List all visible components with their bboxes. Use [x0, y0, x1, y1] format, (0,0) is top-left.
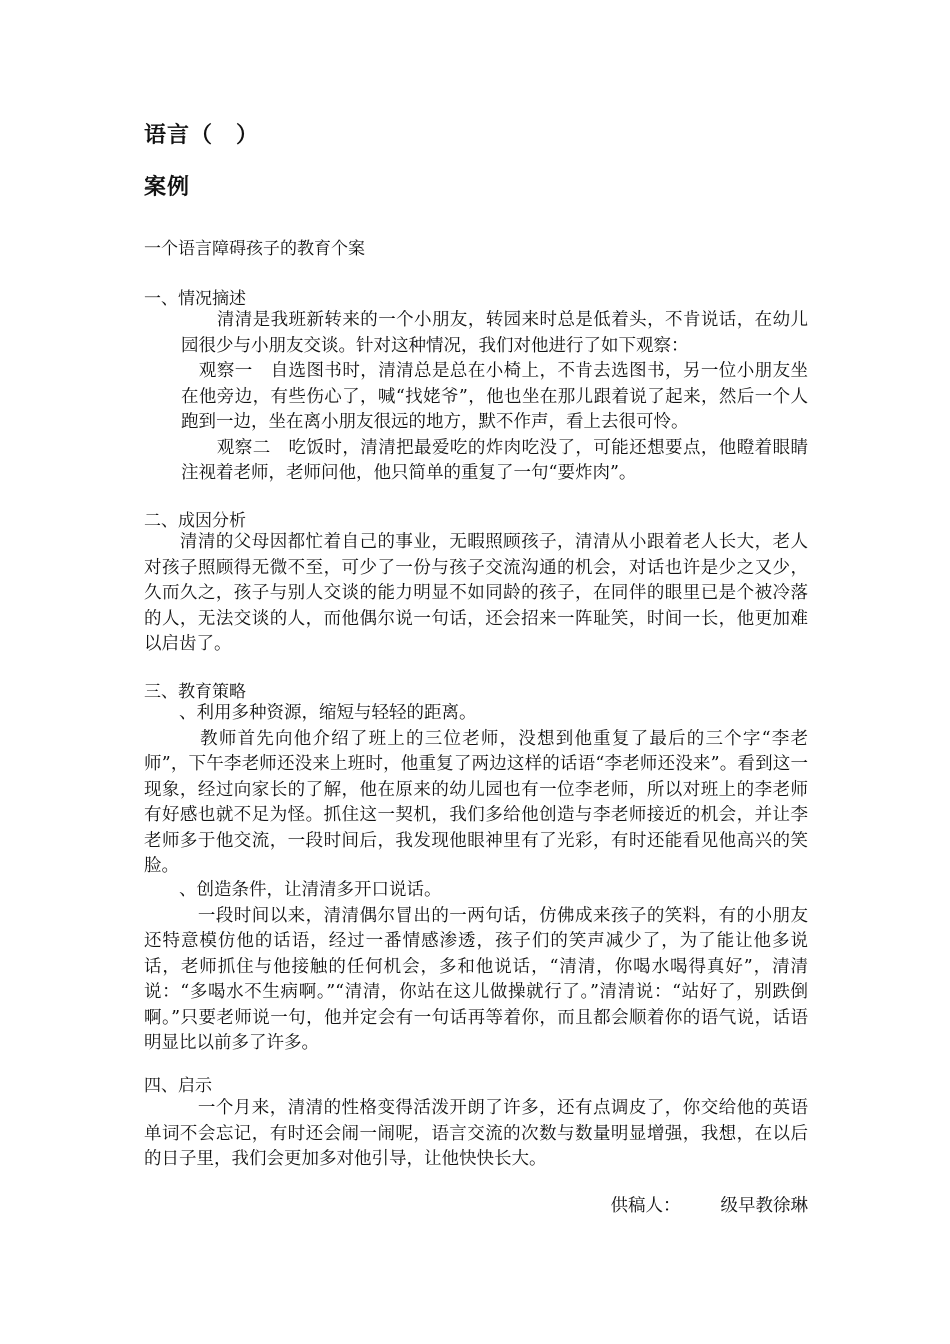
section3-strategy2: 、创造条件，让清清多开口说话。 一段时间以来，清清偶尔冒出的一两句话，仿佛成来孩子的笑料，有的小朋友还特意模仿他的话语，经过一番情感渗透，孩子们的笑声减少了，为了能让他多说话，老师抓住与他接触的任何机会，多和他说话，“清清，你喝水喝得真好”，清清说：“多喝水不生病啊。”“清清，你站在这儿做操就行了。”清清说：“站好了，别跌倒啊。”只要老师说一句，他并定会有一句话再等着你，而且都会顺着你的语气说，话语明显比以前多了许多。: [144, 880, 808, 1053]
section4-title: 四、启示: [144, 1076, 212, 1096]
section1-title: 一、情况摘述: [144, 289, 246, 309]
section3-strategy1: 、利用多种资源，缩短与轻轻的距离。 教师首先向他介绍了班上的三位老师，没想到他重复了最后的三个字“李老师”，下午李老师还没来上班时，他重复了两边这样的话语“李老师还没来”。看到这一现象，经过向家长的了解，他在原来的幼儿园也有一位李老师，所以对班上的李老师有好感也就不足为怪。抓住这一契机，我们多给他创造与李老师接近的机会，并让李老师多于他交流，一段时间后，我发现他眼神里有了光彩，有时还能看见他高兴的笑脸。: [144, 703, 808, 876]
section2-title: 二、成因分析: [144, 511, 246, 531]
signature-author: 级早教徐琳: [720, 1196, 808, 1216]
section4-text: 一个月来，清清的性格变得活泼开朗了许多，还有点调皮了，你交给他的英语单词不会忘记，有时还会闹一闹呢，语言交流的次数与数量明显增强，我想，在以后的日子里，我们会更加多对他引导，让他快快长大。: [144, 1098, 808, 1169]
signature: [611, 1192, 809, 1217]
section1-text: 清清是我班新转来的一个小朋友，转园来时总是低着头，不肯说话，在幼儿园很少与小朋友交谈。针对这种情况，我们对他进行了如下观察： 观察一 自选图书时，清清总是总在小椅上，不肯去选图书，另一位小朋友坐在他旁边，有些伤心了，喊“找姥爷”，他也坐在那儿跟着说了起来，然后一个人跑到一边，坐在离小朋友很远的地方，默不作声，看上去很可怜。 观察二 吃饭时，清清把最爱吃的炸肉吃没了，可能还想要点，他瞪着眼睛注视着老师，老师问他，他只简单的重复了一句“要炸肉”。: [181, 310, 808, 483]
heading-language: 语言（ ）: [144, 123, 260, 148]
section2-text: 清清的父母因都忙着自己的事业，无暇照顾孩子，清清从小跟着老人长大，老人对孩子照顾得无微不至，可少了一份与孩子交流沟通的机会，对话也许是少之又少，久而久之，孩子与别人交谈的能力明显不如同龄的孩子，在同伴的眼里已是个被冷落的人，无法交谈的人，而他偶尔说一句话，还会招来一阵耻笑，时间一长，他更加难以启齿了。: [144, 532, 808, 654]
section3-title: 三、教育策略: [144, 682, 246, 702]
signature-label: 供稿人：: [610, 1196, 681, 1216]
document-title: 一个语言障碍孩子的教育个案: [144, 239, 365, 259]
heading-case: 案例: [144, 175, 191, 200]
